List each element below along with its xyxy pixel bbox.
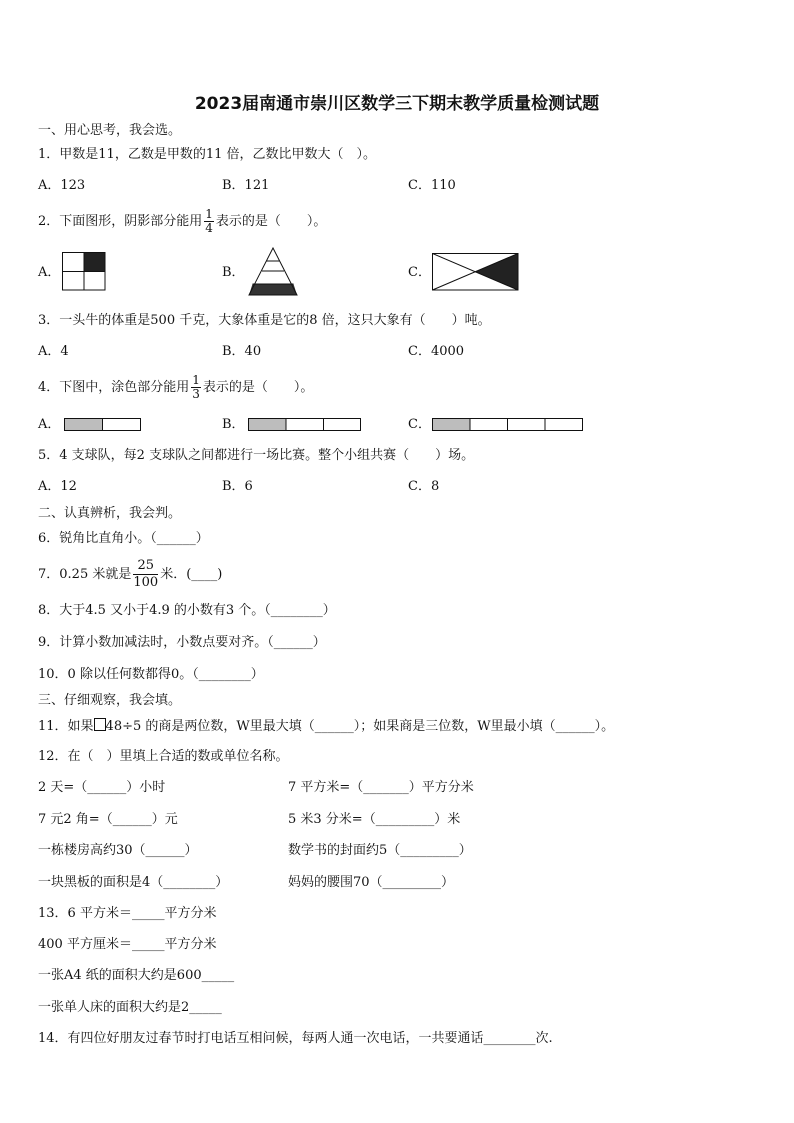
bar-figure-a [64,418,142,432]
q1-option-a: A．123 [38,178,86,193]
question-5: 5．4 支球队，每2 支球队之间都进行一场比赛。整个小组共赛（ ）场。 [38,448,475,463]
q5-option-c: C．8 [408,479,440,494]
question-3: 3．一头牛的体重是500 千克，大象体重是它的8 倍，这只大象有（ ）吨。 [38,313,491,328]
question-14: 14．有四位好朋友过春节时打电话互相问候，每两人通一次电话，一共要通话________次. [38,1031,553,1046]
q4-option-a: A． [38,417,61,432]
q12-left-item: 一块黑板的面积是4（________） [38,875,229,890]
shaded-triangle [475,254,518,291]
rectangle-figure-c [432,253,520,293]
shaded-segment [433,419,471,431]
question-9: 9．计算小数加减法时，小数点要对齐。（______） [38,635,326,650]
q2-option-c: C． [408,265,431,280]
question-7: 7．0.25 米就是 $\frac{25}{100}$ 米．(____) [38,558,223,590]
q2-option-b: B． [222,265,245,280]
q12-left-item: 一栋楼房高约30（______） [38,843,198,858]
q12-left-item: 7 元2 角=（______）元 [38,812,178,827]
q1-option-b: B．121 [222,178,270,193]
q3-option-b: B．40 [222,344,262,359]
question-4: 4．下图中，涂色部分能用 $\frac{1}{3}$ 表示的是（ ）。 [38,373,314,401]
fraction-25-100: $\frac{25}{100}$ [133,558,159,590]
section-heading-2: 二、认真辨析，我会判。 [38,506,182,521]
shaded-cell [84,253,105,272]
section-heading-1: 一、用心思考，我会选。 [38,123,182,138]
fraction-one-third: $\frac{1}{3}$ [192,373,200,401]
question-10: 10．0 除以任何数都得0。（________） [38,667,264,682]
question-8: 8．大于4.5 又小于4.9 的小数有3 个。（________） [38,603,336,618]
q3-option-a: A．4 [38,344,69,359]
q5-option-a: A．12 [38,479,77,494]
grid-figure-a [62,252,106,291]
shaded-segment [65,419,103,431]
question-13-line: 一张单人床的面积大约是2_____ [38,1000,222,1015]
q3-option-c: C．4000 [408,344,465,359]
q12-right-item: 5 米3 分米=（_________）米 [288,812,461,827]
question-6: 6．锐角比直角小。（______） [38,531,209,546]
question-12-intro: 12．在（ ）里填上合适的数或单位名称。 [38,749,289,764]
question-13-line: 400 平方厘米＝_____平方分米 [38,937,217,952]
shaded-segment [249,419,287,431]
question-1: 1．甲数是11，乙数是甲数的11 倍，乙数比甲数大（ ）。 [38,147,376,162]
q12-right-item: 妈妈的腰围70（_________） [288,875,455,890]
q2-option-a: A． [38,265,61,280]
q1-option-c: C．110 [408,178,456,193]
fraction-one-quarter: $\frac{1}{4}$ [205,207,213,235]
question-2: 2．下面图形，阴影部分能用 $\frac{1}{4}$ 表示的是（ ）。 [38,207,327,235]
page-title: 2023届南通市崇川区数学三下期末教学质量检测试题 [194,94,600,114]
question-13-line: 一张A4 纸的面积大约是600_____ [38,968,235,983]
section-heading-3: 三、仔细观察，我会填。 [38,693,182,708]
blank-square-icon [94,718,106,731]
q4-option-c: C． [408,417,431,432]
shaded-band [249,284,297,295]
q4-option-b: B． [222,417,245,432]
question-13-line: 13．6 平方米＝_____平方分米 [38,906,217,921]
bar-figure-b [248,418,362,432]
q12-left-item: 2 天=（______）小时 [38,780,166,795]
question-11: 11．如果 48÷5 的商是两位数，W里最大填（______）；如果商是三位数，W里最小填（______）。 [38,719,615,734]
q5-option-b: B．6 [222,479,253,494]
triangle-figure-b [246,247,300,297]
bar-figure-c [432,418,584,432]
q12-right-item: 7 平方米=（_______）平方分米 [288,780,474,795]
q12-right-item: 数学书的封面约5（_________） [288,843,472,858]
